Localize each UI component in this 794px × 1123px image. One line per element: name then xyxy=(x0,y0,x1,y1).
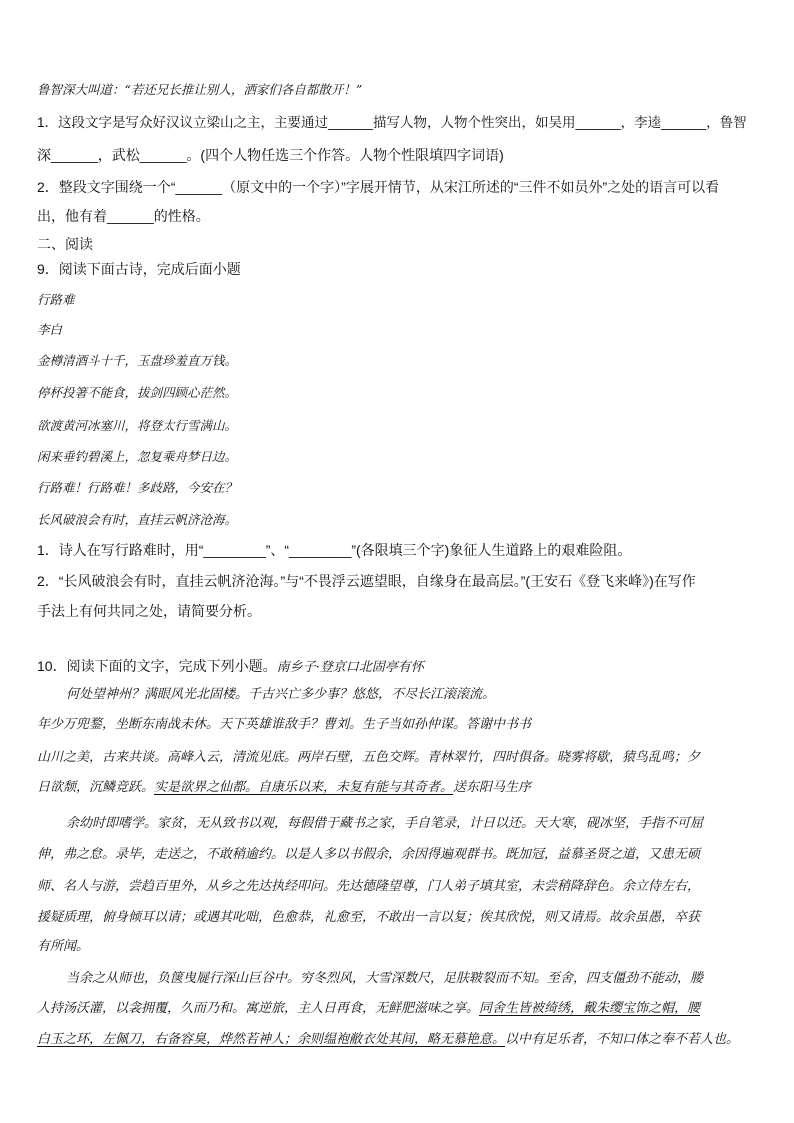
quote-line: 鲁智深大叫道：“若还兄长推让别人，洒家们各自都散开！” xyxy=(37,82,363,97)
question-2-line-2: 出，他有着______的性格。 xyxy=(37,208,210,224)
poem-line-2: 停杯投箸不能食，拔剑四顾心茫然。 xyxy=(37,385,238,400)
prose-2-line-4: 援疑质理，俯身倾耳以请；或遇其叱咄，色愈恭，礼愈至，不敢出一言以复；俟其欣悦，则又请焉。故余虽愚，卒获 xyxy=(37,910,701,925)
underlined-sentence-2b: 白玉之环，左佩刀，右备容臭，烨然若神人；余则缊袍敝衣处其间，略无慕艳意。 xyxy=(37,1032,506,1047)
question-9-1: 1．诗人在写行路难时，用“________”、“________”(各限填三个字)象征人生道路上的艰难险阻。 xyxy=(37,542,632,558)
question-10-line xyxy=(37,658,424,674)
question-1-line-2: 深______，武松______。(四个人物任选三个作答。人物个性限填四字词语) xyxy=(37,147,504,163)
section-heading-reading: 二、阅读 xyxy=(37,236,93,252)
poem-line-1: 金樽清酒斗十千，玉盘珍羞直万钱。 xyxy=(37,353,238,368)
prose-2-title: 送东阳马生序 xyxy=(453,780,532,795)
prose-2-text-b: 以中有足乐者，不知口体之奉不若人也。 xyxy=(505,1032,740,1047)
poem-author: 李白 xyxy=(37,322,63,337)
question-9-2-line-1: 2．“长风破浪会有时，直挂云帆济沧海。”与“不畏浮云遮望眼，自缘身在最高层。”(王安石《登飞来峰》)在写作 xyxy=(37,573,696,589)
prose-2-text-a: 人持汤沃灌，以衾拥覆，久而乃和。寓逆旅，主人日再食，无鲜肥滋味之享。 xyxy=(37,1001,480,1016)
underlined-sentence-1: 实是欲界之仙都。自康乐以来，未复有能与其奇者。 xyxy=(154,780,454,795)
underlined-sentence-2a: 同舍生皆被绮绣，戴朱缨宝饰之帽，腰 xyxy=(479,1001,701,1016)
question-9-prompt: 9．阅读下面古诗，完成后面小题 xyxy=(37,261,241,277)
prose-2-line-6: 当余之从师也，负箧曳屣行深山巨谷中。穷冬烈风，大雪深数尺，足肤皲裂而不知。至舍，四支僵劲不能动，媵 xyxy=(66,971,704,986)
question-9-2-line-2: 手法上有何共同之处，请简要分析。 xyxy=(37,603,261,619)
poem-title: 行路难 xyxy=(37,292,75,307)
prose-2-line-1: 余幼时即嗜学。家贫，无从致书以观，每假借于藏书之家，手自笔录，计日以还。天大寒，砚冰坚，手指不可屈 xyxy=(66,816,704,831)
poem-line-5: 行路难！行路难！多歧路，今安在？ xyxy=(37,480,238,495)
poem-line-3: 欲渡黄河冰塞川，将登太行雪满山。 xyxy=(37,418,238,433)
prose-1-line-1: 山川之美，古来共谈。高峰入云，清流见底。两岸石壁，五色交辉。青林翠竹，四时俱备。晓雾将歇，猿鸟乱鸣；夕 xyxy=(37,750,701,765)
ci-line-1: 何处望神州？满眼风光北固楼。千古兴亡多少事？悠悠，不尽长江滚滚流。 xyxy=(66,687,496,702)
prose-2-line-8 xyxy=(37,1033,739,1046)
prose-2-line-5: 有所闻。 xyxy=(37,939,90,954)
ci-title: 南乡子·登京口北固亭有怀 xyxy=(276,660,424,675)
poem-line-4: 闲来垂钓碧溪上，忽复乘舟梦日边。 xyxy=(37,449,238,464)
poem-line-6: 长风破浪会有时，直挂云帆济沧海。 xyxy=(37,512,238,527)
prose-1-text: 日欲颓，沉鳞竞跃。 xyxy=(37,780,155,795)
prose-1-line-2 xyxy=(37,781,531,794)
ci-line-2: 年少万兜鍪，坐断东南战未休。天下英雄谁敌手？曹刘。生子当如孙仲谋。答谢中书书 xyxy=(37,717,532,732)
prose-2-line-3: 师、名人与游，尝趋百里外，从乡之先达执经叩问。先达德隆望尊，门人弟子填其室，未尝稍降辞色。余立侍左右， xyxy=(37,879,701,894)
question-1-line-1: 1．这段文字是写众好汉议立梁山之主，主要通过______描写人物，人物个性突出，如吴用______，李逵______，鲁智 xyxy=(37,115,747,130)
prose-2-line-2: 伸，弗之怠。录毕，走送之，不敢稍逾约。以是人多以书假余，余因得遍观群书。既加冠，益慕圣贤之道，又患无硕 xyxy=(37,847,701,862)
question-2-line-1: 2．整段文字围绕一个“______（原文中的一个字）”字展开情节，从宋江所述的“三件不如员外”之处的语言可以看 xyxy=(37,179,720,195)
question-10-prompt: 10．阅读下面的文字，完成下列小题。 xyxy=(37,658,277,674)
prose-2-line-7 xyxy=(37,1002,700,1015)
